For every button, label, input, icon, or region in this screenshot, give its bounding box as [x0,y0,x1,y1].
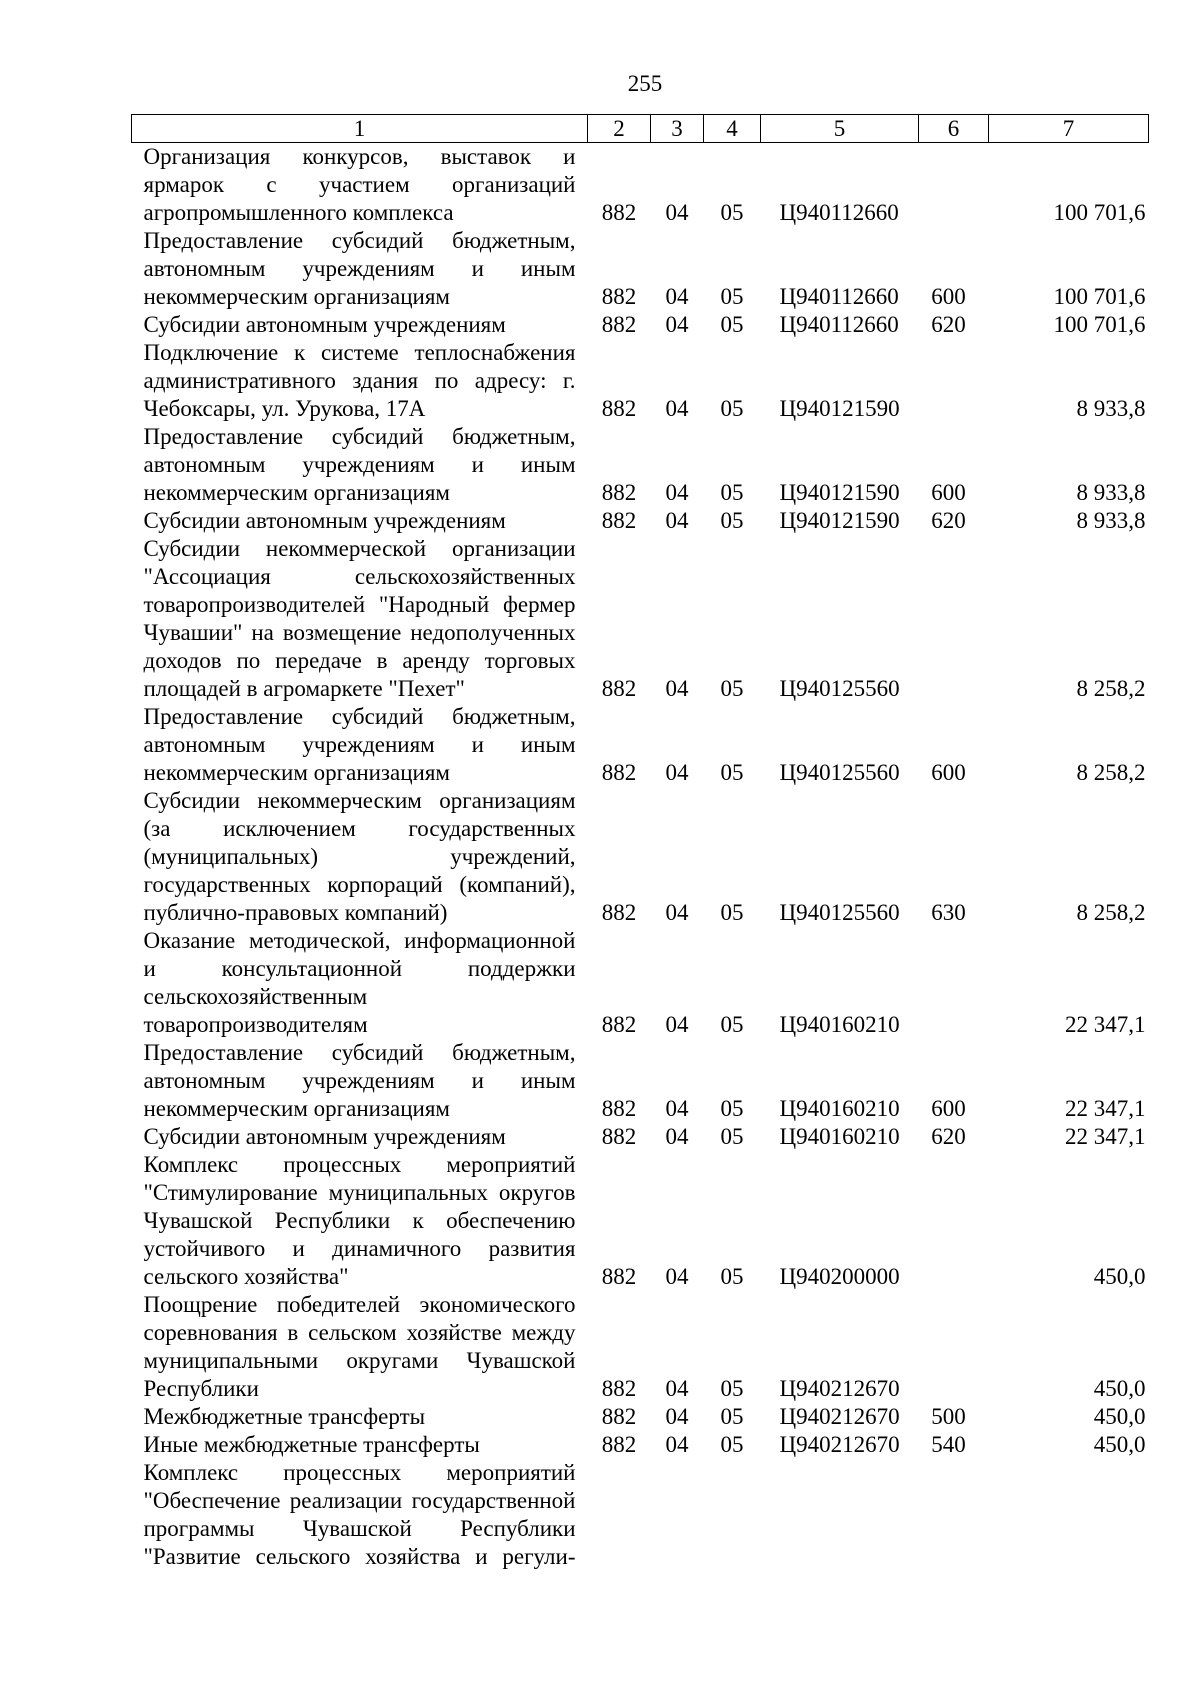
row-name: Иные межбюджетные трансферты [143,1432,480,1457]
row-rz-code: 04 [665,1096,689,1121]
row-rz-code: 04 [665,508,689,533]
row-vr-code: 600 [931,1096,966,1121]
table-row [132,787,1149,927]
row-pr-code: 05 [720,1432,744,1457]
row-csr-code: Ц940112660 [779,200,899,225]
row-pr-code: 05 [720,1012,744,1037]
row-name: Субсидии автономным учреждениям [143,312,506,337]
row-pr-code: 05 [720,760,744,785]
row-rz-code: 04 [665,284,689,309]
row-csr-code: Ц940121590 [779,508,900,533]
row-vr-code: 600 [931,760,966,785]
row-csr-code [761,1459,919,1571]
row-pr-code: 05 [720,480,744,505]
row-name: Поощрение победителей экономического соревнования в сельском хозяйстве между муниципальными округами Чувашской Республики [143,1292,576,1401]
table-row [132,1291,1149,1403]
page-number: 255 [627,71,663,96]
row-rz-code: 04 [665,1404,689,1429]
row-name: Предоставление субсидий бюджетным, автономным учреждениям и иным некоммерческим организациям [143,1040,576,1121]
row-csr-code: Ц940125560 [779,760,900,785]
row-vr-code: 600 [931,284,966,309]
row-rz-code [651,1459,704,1571]
row-sum: 8 258,2 [1076,900,1146,925]
row-pr-code: 05 [720,508,744,533]
header-col-4: 4 [704,115,761,143]
row-pr-code: 05 [720,396,744,421]
row-gr-code: 882 [601,1432,637,1457]
row-pr-code: 05 [720,1376,744,1401]
row-rz-code: 04 [665,1432,689,1457]
row-vr-code: 620 [931,508,966,533]
row-pr-code: 05 [720,312,744,337]
row-rz-code: 04 [665,1124,689,1149]
row-pr-code [704,1459,761,1571]
table-header [132,115,1149,143]
row-sum: 22 347,1 [1065,1012,1146,1037]
row-vr-code [919,535,989,703]
row-sum: 450,0 [1093,1264,1146,1289]
row-rz-code: 04 [665,312,689,337]
row-rz-code: 04 [665,900,689,925]
row-sum: 100 701,6 [1053,200,1146,225]
row-gr-code: 882 [601,396,637,421]
row-csr-code: Ц940212670 [779,1432,900,1457]
row-rz-code: 04 [665,1012,689,1037]
row-pr-code: 05 [720,1124,744,1149]
row-vr-code [919,927,989,1039]
row-gr-code: 882 [601,480,637,505]
table-row [132,927,1149,1039]
row-sum: 8 933,8 [1076,396,1146,421]
row-sum: 100 701,6 [1053,312,1146,337]
row-vr-code: 500 [931,1404,966,1429]
row-name: Предоставление субсидий бюджетным, автономным учреждениям и иным некоммерческим организациям [143,228,576,309]
row-pr-code: 05 [720,1264,744,1289]
table-body [132,143,1149,1572]
row-pr-code: 05 [720,200,744,225]
row-csr-code: Ц940160210 [779,1012,900,1037]
row-gr-code: 882 [601,1012,637,1037]
row-gr-code: 882 [601,676,637,701]
row-vr-code [919,143,989,228]
row-gr-code [588,1459,651,1571]
row-pr-code: 05 [720,1096,744,1121]
row-gr-code: 882 [601,900,637,925]
row-pr-code: 05 [720,1404,744,1429]
row-name: Подключение к системе теплоснабжения административного здания по адресу: г. Чебоксары, ул. Урукова, 17А [143,340,576,421]
table-row [132,423,1149,507]
row-name: Предоставление субсидий бюджетным, автономным учреждениям и иным некоммерческим организациям [143,424,576,505]
table-row [132,703,1149,787]
row-sum [989,1459,1149,1571]
row-rz-code: 04 [665,676,689,701]
header-col-3: 3 [651,115,704,143]
budget-table [131,114,1149,1571]
row-vr-code [919,1291,989,1403]
row-gr-code: 882 [601,1376,637,1401]
table-row [132,1123,1149,1151]
header-col-5: 5 [761,115,919,143]
row-sum: 8 933,8 [1076,508,1146,533]
row-gr-code: 882 [601,508,637,533]
row-name: Субсидии некоммерческим организациям (за исключением государственных (муниципальных) учреждений, государственных корпораций (компаний), публично-правовых компаний) [143,788,576,925]
row-sum: 8 258,2 [1076,760,1146,785]
table-row [132,227,1149,311]
row-sum: 450,0 [1093,1404,1146,1429]
row-sum: 100 701,6 [1053,284,1146,309]
table-row [132,143,1149,228]
row-gr-code: 882 [601,284,637,309]
row-rz-code: 04 [665,480,689,505]
row-name: Комплекс процессных мероприятий "Обеспечение реализации государственной программы Чувашской Республики "Развитие сельского хозяйства и регули- [143,1460,576,1569]
row-csr-code: Ц940125560 [779,900,900,925]
row-sum: 8 258,2 [1076,676,1146,701]
table-row [132,1459,1149,1571]
row-csr-code: Ц940121590 [779,480,900,505]
row-vr-code [919,1151,989,1291]
row-sum: 8 933,8 [1076,480,1146,505]
row-csr-code: Ц940125560 [779,676,900,701]
row-name: Субсидии автономным учреждениям [143,508,506,533]
row-name: Комплекс процессных мероприятий "Стимулирование муниципальных округов Чувашской Республики к обеспечению устойчивого и динамичного развития сельского хозяйства" [143,1152,576,1289]
row-pr-code: 05 [720,284,744,309]
row-csr-code: Ц940212670 [779,1404,900,1429]
row-rz-code: 04 [665,1376,689,1401]
row-csr-code: Ц940112660 [779,312,899,337]
row-vr-code: 620 [931,1124,966,1149]
row-rz-code: 04 [665,200,689,225]
row-name: Субсидии автономным учреждениям [143,1124,506,1149]
table-row [132,339,1149,423]
row-name: Предоставление субсидий бюджетным, автономным учреждениям и иным некоммерческим организациям [143,704,576,785]
row-csr-code: Ц940112660 [779,284,899,309]
row-name: Субсидии некоммерческой организации "Ассоциация сельскохозяйственных товаропроизводителей "Народный фермер Чувашии" на возмещение недополученных доходов по передаче в аренду торговых площадей в агромаркете "Пехет" [143,536,576,701]
row-rz-code: 04 [665,760,689,785]
row-csr-code: Ц940160210 [779,1096,900,1121]
table-row [132,507,1149,535]
row-gr-code: 882 [601,200,637,225]
header-col-2: 2 [588,115,651,143]
header-col-6: 6 [919,115,989,143]
row-pr-code: 05 [720,900,744,925]
table-row [132,1151,1149,1291]
table-row [132,311,1149,339]
row-vr-code: 620 [931,312,966,337]
row-vr-code [919,339,989,423]
row-name: Межбюджетные трансферты [143,1404,426,1429]
row-sum: 450,0 [1093,1376,1146,1401]
row-sum: 22 347,1 [1065,1096,1146,1121]
row-csr-code: Ц940121590 [779,396,900,421]
table-row [132,1403,1149,1431]
row-gr-code: 882 [601,1096,637,1121]
table-row [132,1039,1149,1123]
row-name: Организация конкурсов, выставок и ярмарок с участием организаций агропромышленного комплекса [143,144,576,225]
row-gr-code: 882 [601,312,637,337]
row-csr-code: Ц940160210 [779,1124,900,1149]
row-name: Оказание методической, информационной и консультационной поддержки сельскохозяйственным товаропроизводителям [143,928,576,1037]
row-vr-code: 600 [931,480,966,505]
row-csr-code: Ц940212670 [779,1376,900,1401]
row-rz-code: 04 [665,396,689,421]
table-row [132,1431,1149,1459]
row-pr-code: 05 [720,676,744,701]
row-gr-code: 882 [601,1404,637,1429]
row-gr-code: 882 [601,760,637,785]
row-csr-code: Ц940200000 [779,1264,900,1289]
row-rz-code: 04 [665,1264,689,1289]
table-row [132,535,1149,703]
row-gr-code: 882 [601,1264,637,1289]
header-col-1: 1 [132,115,588,143]
header-row [132,115,1149,143]
row-vr-code: 540 [931,1432,966,1457]
row-vr-code [919,1459,989,1571]
header-col-7: 7 [989,115,1149,143]
row-sum: 22 347,1 [1065,1124,1146,1149]
row-vr-code: 630 [931,900,966,925]
row-gr-code: 882 [601,1124,637,1149]
row-sum: 450,0 [1093,1432,1146,1457]
